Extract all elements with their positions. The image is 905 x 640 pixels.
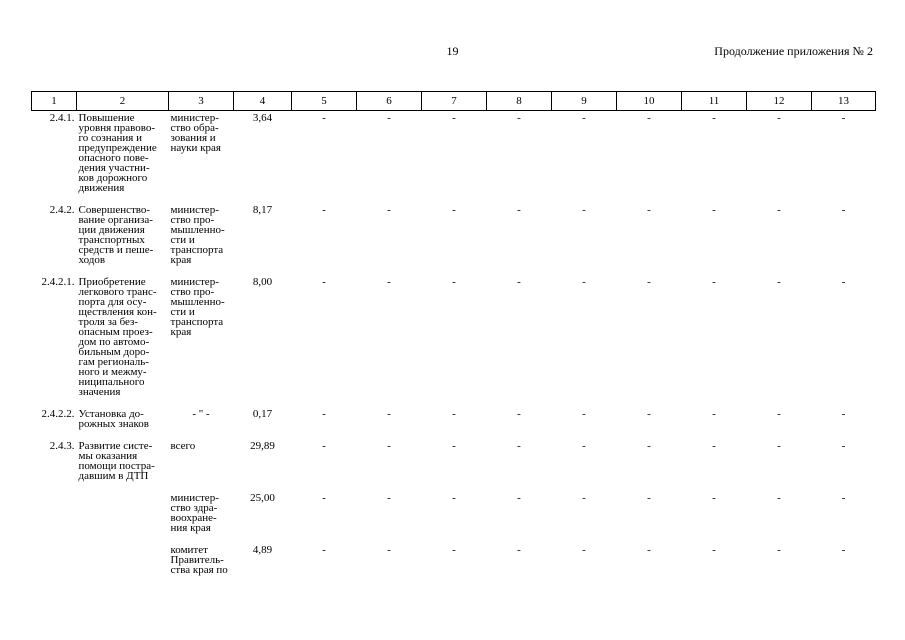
row-dash: - <box>387 276 391 288</box>
column-header: 10 <box>617 92 682 111</box>
table-row <box>32 491 876 543</box>
row-dash: - <box>777 492 781 504</box>
row-dash: - <box>841 544 846 556</box>
row-dash: - <box>712 408 716 420</box>
row-dash: - <box>712 492 716 504</box>
row-dash: - <box>712 112 716 124</box>
table-row <box>32 543 876 585</box>
row-dash: - <box>322 408 326 420</box>
row-dash: - <box>777 112 781 124</box>
row-executor: - " - <box>192 408 210 420</box>
column-header: 11 <box>682 92 747 111</box>
row-dash: - <box>582 492 586 504</box>
row-dash: - <box>841 276 846 288</box>
row-name: Повышение уровня правово- го сознания и предупреждение опасного пове- дения участни- ков дорожного движения <box>78 112 157 194</box>
row-name <box>77 491 169 543</box>
row-number: 2.4.2.1. <box>41 276 75 288</box>
header-row <box>32 92 876 111</box>
row-dash: - <box>517 204 521 216</box>
page-number: 19 <box>446 44 459 58</box>
row-dash: - <box>647 544 651 556</box>
row-number: 2.4.1. <box>49 112 75 124</box>
table-row <box>32 439 876 491</box>
row-dash: - <box>517 408 521 420</box>
row-dash: - <box>322 204 326 216</box>
row-dash: - <box>452 204 456 216</box>
row-executor: всего <box>170 440 196 452</box>
row-dash: - <box>841 408 846 420</box>
column-header: 12 <box>747 92 812 111</box>
column-header: 2 <box>77 92 169 111</box>
row-value: 0,17 <box>252 408 273 420</box>
column-header: 8 <box>487 92 552 111</box>
row-dash: - <box>452 440 456 452</box>
column-header: 5 <box>292 92 357 111</box>
row-name: Приобретение легкового транс- порта для осу- ществления кон- троля за без- опасным проез- дом по автомо- бильным доро- гам региональ- ного и межму- ниципального значения <box>78 276 157 398</box>
row-dash: - <box>777 544 781 556</box>
row-dash: - <box>841 112 846 124</box>
row-dash: - <box>452 492 456 504</box>
row-value: 3,64 <box>252 112 273 124</box>
row-dash: - <box>517 112 521 124</box>
row-dash: - <box>387 204 391 216</box>
row-dash: - <box>387 544 391 556</box>
row-dash: - <box>517 440 521 452</box>
column-header: 6 <box>357 92 422 111</box>
row-dash: - <box>582 112 586 124</box>
row-value: 29,89 <box>250 440 275 452</box>
row-dash: - <box>841 204 846 216</box>
row-dash: - <box>777 440 781 452</box>
column-header: 7 <box>422 92 487 111</box>
row-dash: - <box>582 440 586 452</box>
row-dash: - <box>647 440 651 452</box>
row-value: 8,00 <box>252 276 273 288</box>
column-header: 4 <box>234 92 292 111</box>
row-value: 8,17 <box>252 204 273 216</box>
appendix-table <box>31 91 876 585</box>
row-dash: - <box>777 408 781 420</box>
row-number: 2.4.2.2. <box>41 408 75 420</box>
row-dash: - <box>452 544 456 556</box>
row-dash: - <box>647 204 651 216</box>
row-dash: - <box>582 276 586 288</box>
row-dash: - <box>322 544 326 556</box>
row-dash: - <box>582 544 586 556</box>
row-dash: - <box>322 112 326 124</box>
row-dash: - <box>712 544 716 556</box>
row-dash: - <box>387 112 391 124</box>
row-dash: - <box>647 408 651 420</box>
column-header: 1 <box>32 92 77 111</box>
row-dash: - <box>841 492 846 504</box>
row-dash: - <box>322 276 326 288</box>
row-executor: министер- ство здра- воохране- ния края <box>170 492 219 534</box>
row-dash: - <box>582 408 586 420</box>
row-number <box>32 543 77 585</box>
row-name <box>77 543 169 585</box>
row-dash: - <box>777 276 781 288</box>
row-dash: - <box>452 276 456 288</box>
row-name: Развитие систе- мы оказания помощи постра- давшим в ДТП <box>78 440 155 482</box>
row-dash: - <box>387 440 391 452</box>
row-dash: - <box>647 276 651 288</box>
row-dash: - <box>712 440 716 452</box>
row-name: Совершенство- вание организа- ции движения транспортных средств и пеше- ходов <box>78 204 154 266</box>
row-executor: комитет Правитель- ства края по <box>170 544 228 576</box>
row-dash: - <box>517 276 521 288</box>
row-dash: - <box>517 492 521 504</box>
continuation-label: Продолжение приложения № 2 <box>714 44 873 58</box>
row-dash: - <box>582 204 586 216</box>
row-dash: - <box>322 440 326 452</box>
row-name: Установка до- рожных знаков <box>78 408 149 430</box>
row-dash: - <box>452 112 456 124</box>
row-dash: - <box>841 440 846 452</box>
row-number: 2.4.3. <box>49 440 75 452</box>
column-header: 9 <box>552 92 617 111</box>
table-row <box>32 275 876 407</box>
row-dash: - <box>647 112 651 124</box>
column-header: 3 <box>169 92 234 111</box>
row-dash: - <box>712 276 716 288</box>
table-row <box>32 407 876 439</box>
row-executor: министер- ство обра- зования и науки края <box>170 112 221 154</box>
row-executor: министер- ство про- мышленно- сти и транспорта края <box>170 276 225 338</box>
row-value: 25,00 <box>250 492 275 504</box>
row-dash: - <box>647 492 651 504</box>
row-executor: министер- ство про- мышленно- сти и транспорта края <box>170 204 225 266</box>
row-dash: - <box>452 408 456 420</box>
row-dash: - <box>517 544 521 556</box>
row-dash: - <box>712 204 716 216</box>
column-header: 13 <box>812 92 876 111</box>
table-row <box>32 111 876 204</box>
row-number: 2.4.2. <box>49 204 75 216</box>
row-dash: - <box>777 204 781 216</box>
row-dash: - <box>387 408 391 420</box>
row-dash: - <box>387 492 391 504</box>
row-number <box>32 491 77 543</box>
table-row <box>32 203 876 275</box>
row-dash: - <box>322 492 326 504</box>
row-value: 4,89 <box>252 544 273 556</box>
